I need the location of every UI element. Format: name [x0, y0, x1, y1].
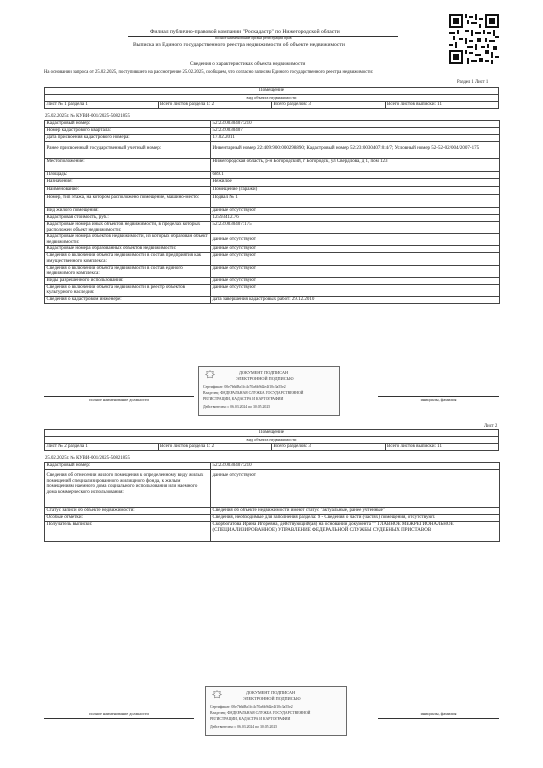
page1-header-table	[44, 87, 499, 109]
page2-sig-left-line	[44, 718, 194, 719]
page2-signature-stamp	[205, 686, 347, 736]
page1-data-table	[44, 120, 500, 304]
page2-data-table	[44, 462, 500, 542]
row-label: Номер, тип этажа, на котором расположено помещение, машино-место:	[45, 195, 211, 208]
stamp-cert: Сертификат: 00e7b6d8a1fc4c70a6b9d2e4f10c3a55e2	[210, 705, 293, 709]
row-label: Дата присвоения кадастрового номера:	[45, 135, 211, 142]
sheets-total: Всего листов выписки: 11	[385, 102, 499, 109]
row-label: Местоположение:	[45, 159, 211, 172]
table-row	[45, 463, 500, 470]
stamp-owner-cont: РЕГИСТРАЦИИ, КАДАСТРА И КАРТОГРАФИИ	[210, 717, 291, 721]
row-value: Сведения, необходимые для заполнения раздела: 9 - Сведения о части (частях) помещения, отсутствуют.	[211, 515, 500, 522]
page2-doc-no: 25.02.2025г. № КУВИ-001/2025-50821855	[45, 456, 130, 461]
table-row	[45, 515, 500, 522]
table-row	[45, 172, 500, 179]
stamp-validity: Действителен: с 06.03.2024 по 30.05.2025	[203, 405, 271, 409]
emblem-icon	[212, 690, 222, 699]
page2-object-type-caption: вид объекта недвижимости	[45, 437, 499, 444]
table-row	[45, 215, 500, 222]
page2-sig-right-line	[378, 718, 499, 719]
row-value: Подвал № 1	[211, 195, 500, 208]
row-value: 689.1	[211, 172, 500, 179]
row-label: Сведения о кадастровом инженере:	[45, 296, 211, 303]
row-value: данные отсутствуют	[211, 277, 500, 284]
row-value: Нижегородская область, р-н Богородский, г Богородск, ул Свердлова, д 1, пом 123	[211, 159, 500, 172]
org-sub: полное наименование органа регистрации прав	[215, 36, 292, 40]
table-row	[45, 246, 500, 253]
row-value: данные отсутствуют	[211, 253, 500, 265]
request-line: На основании запроса от 25.02.2025, поступившего на рассмотрение 25.02.2025, сообщаем, что согласно записям Единого государственного реестра недвижимости:	[44, 70, 374, 75]
page2-sig-left-caption: полное наименование должности	[89, 711, 149, 716]
sheets-in-section: Всего листов раздела 1: 2	[158, 102, 272, 109]
row-value: дата завершения кадастровых работ: 29.12.2010	[211, 296, 500, 303]
row-value: 52:23:0030407:210	[211, 463, 500, 470]
row-value: данные отсутствуют	[211, 284, 500, 296]
row-value: 12593412.76	[211, 215, 500, 222]
page2-object-type: Помещение	[45, 430, 499, 437]
table-row	[45, 208, 500, 215]
sheets-in-section: Всего листов раздела 1: 2	[158, 444, 272, 451]
row-value: данные отсутствуют	[211, 470, 500, 508]
page1-signature-stamp	[198, 366, 340, 416]
row-label: Сведения о включении объекта недвижимости в реестр объектов культурного наследия:	[45, 284, 211, 296]
table-row	[45, 187, 500, 195]
row-label: Номер кадастрового квартала:	[45, 128, 211, 135]
table-row	[45, 128, 500, 135]
table-row	[45, 222, 500, 234]
table-row	[45, 522, 500, 542]
row-value: данные отсутствуют	[211, 234, 500, 246]
row-label: Кадастровые номера образованных объектов недвижимости:	[45, 246, 211, 253]
stamp-owner: Владелец: ФЕДЕРАЛЬНАЯ СЛУЖБА ГОСУДАРСТВЕННОЙ	[203, 391, 304, 395]
table-row	[45, 265, 500, 277]
table-row	[45, 470, 500, 508]
row-label: Кадастровые номера объектов недвижимости, из которых образован объект недвижимости:	[45, 234, 211, 246]
row-label: Кадастровый номер:	[45, 463, 211, 470]
table-row	[45, 277, 500, 284]
sheet-no: Лист № 2 раздела 1	[45, 444, 159, 451]
table-row	[45, 234, 500, 246]
row-label: Виды разрешенного использования:	[45, 277, 211, 284]
qr-code	[449, 14, 499, 64]
row-value: данные отсутствуют	[211, 265, 500, 277]
sheets-total: Всего листов выписки: 11	[385, 444, 499, 451]
table-row	[45, 159, 500, 172]
row-value: Скорбогатова Ирина Игоревна, действующий(ая) на основании документа "" ГЛАВНОЕ МЕЖРЕГИОНАЛЬНОЕ (СПЕЦИАЛИЗИРОВАННОЕ) УПРАВЛЕНИЕ ФЕДЕРАЛЬНОЙ СЛУЖБЫ СУДЕБНЫХ ПРИСТАВОВ	[211, 522, 500, 542]
row-value: Инвентарный номер 22:409:900:000298890; Кадастровый номер 52:23:0030407:0:4/7; Условный номер 52-52-02/004/2007-175	[211, 142, 500, 159]
row-label: Площадь:	[45, 172, 211, 179]
section-ref: Раздел 1 Лист 1	[457, 80, 489, 85]
sections-total: Всего разделов: 3	[272, 444, 386, 451]
row-label: Сведения о включении объекта недвижимости в состав единого недвижимого комплекса:	[45, 265, 211, 277]
sheet-no: Лист № 1 раздела 1	[45, 102, 159, 109]
page2-sig-right-caption: инициалы, фамилия	[420, 711, 457, 716]
stamp-title: ДОКУМЕНТ ПОДПИСАН	[246, 690, 296, 695]
table-row	[45, 142, 500, 159]
sections-total: Всего разделов: 3	[272, 102, 386, 109]
row-label: Кадастровый номер:	[45, 121, 211, 128]
page1-sig-left-caption: полное наименование должности	[89, 397, 149, 402]
stamp-subtitle: ЭЛЕКТРОННОЙ ПОДПИСЬЮ	[236, 376, 294, 381]
table-row	[45, 296, 500, 303]
row-value: 52:23:0030407:210	[211, 121, 500, 128]
table-row	[45, 179, 500, 187]
table-row	[45, 195, 500, 208]
section-title: Сведения о характеристиках объекта недвижимости	[190, 61, 306, 67]
row-value: 52:23:0030407	[211, 128, 500, 135]
row-label: Кадастровая стоимость, руб.:	[45, 215, 211, 222]
row-label: Получатель выписки:	[45, 522, 211, 542]
table-row	[45, 121, 500, 128]
stamp-cert: Сертификат: 00e7b6d8a1fc4c70a6b9d2e4f10c3a55e2	[203, 385, 286, 389]
row-label: Статус записи об объекте недвижимости:	[45, 508, 211, 515]
stamp-validity: Действителен: с 06.03.2024 по 30.05.2025	[210, 725, 278, 729]
row-label: Назначение:	[45, 179, 211, 187]
row-label: Особые отметки:	[45, 515, 211, 522]
row-label: Сведения об отнесении жилого помещения к определенному виду жилых помещений специализированного жилищного фонда, к жилым помещениям наемного дома социального использования или наемного дома коммерческого использования:	[45, 470, 211, 508]
doc-title: Выписка из Единого государственного реестра недвижимости об объекте недвижимости	[133, 42, 345, 48]
page2-label: Лист 2	[484, 424, 498, 429]
org-line: Филиал публично-правовой компании "Роскадастр" по Нижегородской области	[150, 29, 340, 35]
table-row	[45, 284, 500, 296]
page1-object-type-caption: вид объекта недвижимости	[45, 95, 499, 102]
row-label: Кадастровые номера иных объектов недвижимости, в пределах которых расположен объект недвижимости:	[45, 222, 211, 234]
stamp-owner-cont: РЕГИСТРАЦИИ, КАДАСТРА И КАРТОГРАФИИ	[203, 397, 284, 401]
emblem-icon	[205, 370, 215, 379]
row-label: Сведения о включении объекта недвижимости в состав предприятия как имущественного комплекса:	[45, 253, 211, 265]
page1-doc-no: 25.02.2025г. № КУВИ-001/2025-50821855	[45, 114, 130, 119]
stamp-title: ДОКУМЕНТ ПОДПИСАН	[239, 370, 289, 375]
page2-header-table	[44, 429, 499, 451]
stamp-subtitle: ЭЛЕКТРОННОЙ ПОДПИСЬЮ	[243, 696, 301, 701]
row-value: данные отсутствуют	[211, 208, 500, 215]
row-value: данные отсутствуют	[211, 246, 500, 253]
row-label: Наименование:	[45, 187, 211, 195]
row-value: Сведения об объекте недвижимости имеют статус "актуальные, ранее учтенные"	[211, 508, 500, 515]
table-row	[45, 508, 500, 515]
stamp-owner: Владелец: ФЕДЕРАЛЬНАЯ СЛУЖБА ГОСУДАРСТВЕННОЙ	[210, 711, 311, 715]
table-row	[45, 135, 500, 142]
row-value: 17.02.2011	[211, 135, 500, 142]
row-value: Нежилое	[211, 179, 500, 187]
row-value: Помещение (гаражи)	[211, 187, 500, 195]
page1-object-type: Помещение	[45, 88, 499, 95]
row-value: 52:23:0030407:175	[211, 222, 500, 234]
row-label: Вид жилого помещения:	[45, 208, 211, 215]
page1-sig-right-caption: инициалы, фамилия	[420, 397, 457, 402]
table-row	[45, 253, 500, 265]
row-label: Ранее присвоенный государственный учетный номер:	[45, 142, 211, 159]
